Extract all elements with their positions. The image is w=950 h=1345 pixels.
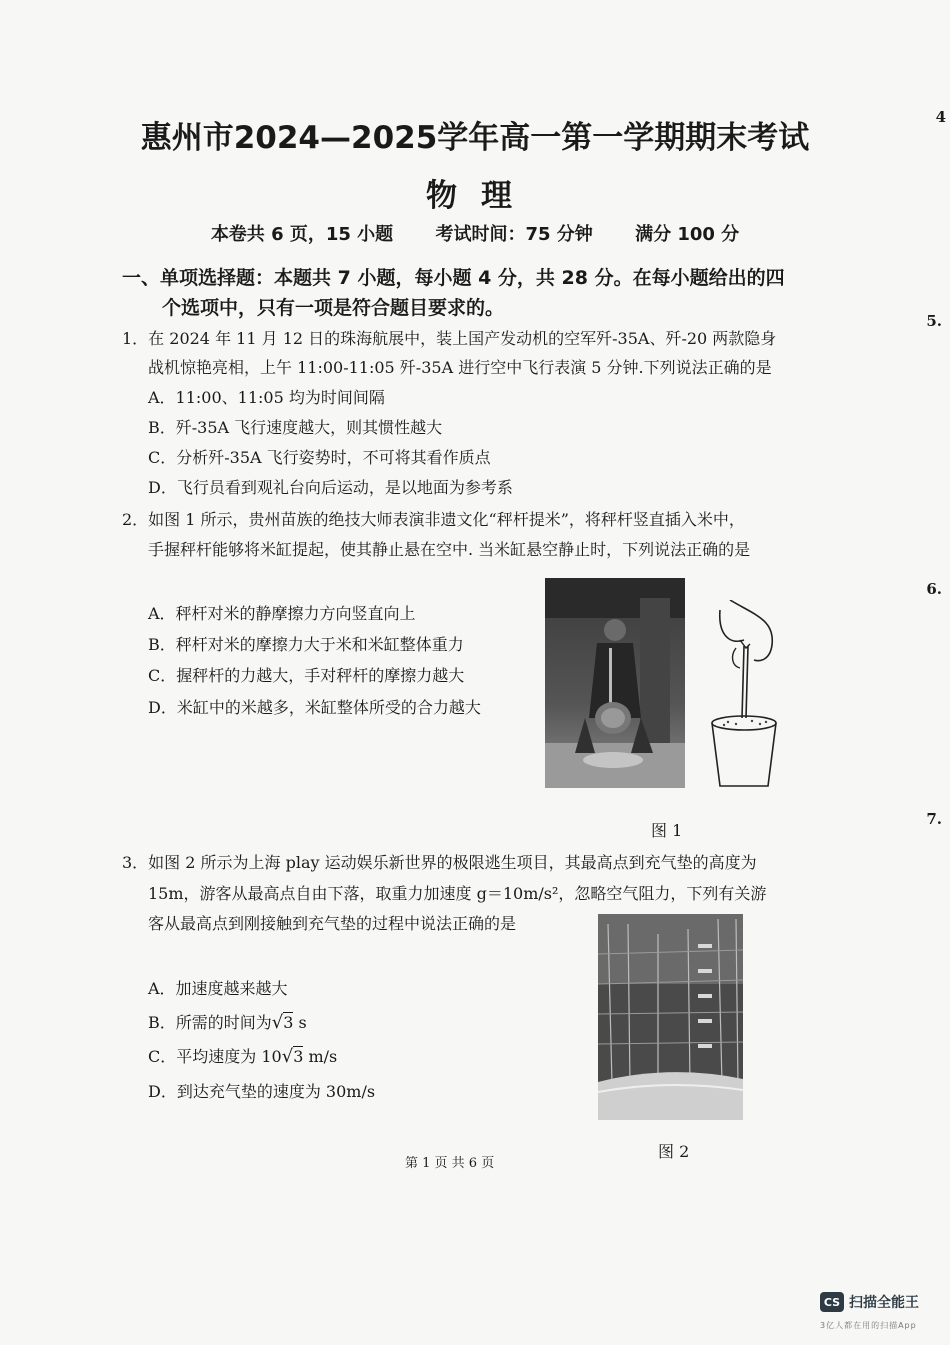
section-line-2: 个选项中，只有一项是符合题目要求的。: [162, 297, 505, 319]
scanner-badge: [820, 1292, 919, 1312]
q2-option-d: D．米缸中的米越多，米缸整体所受的合力越大: [148, 698, 481, 717]
scanner-app-name: 扫描全能王: [849, 1295, 919, 1311]
subject-title: 物理: [426, 178, 536, 214]
q2-option-c: C．握秤杆的力越大，手对秤杆的摩擦力越大: [148, 666, 465, 685]
q1-option-b: B．歼-35A 飞行速度越大，则其惯性越大: [148, 418, 443, 437]
edge-mark-7: 7.: [926, 810, 942, 828]
q1-line-2: 战机惊艳亮相，上午 11:00-11:05 歼-35A 进行空中飞行表演 5 分钟.下列说法正确的是: [148, 358, 772, 377]
edge-mark-4: 4: [935, 108, 946, 126]
scanner-tagline: 3亿人都在用的扫描App: [820, 1321, 917, 1330]
q3-option-d: D．到达充气垫的速度为 30m/s: [148, 1082, 376, 1101]
q2-line-1: 2．如图 1 所示，贵州苗族的绝技大师表演非遗文化“秤杆提米”，将秤杆竖直插入米中，: [122, 510, 745, 529]
figure-2-caption: 图 2: [658, 1142, 690, 1161]
info-time: 考试时间：75 分钟: [435, 224, 593, 245]
q2-option-a: A．秤杆对米的静摩擦力方向竖直向上: [148, 604, 416, 623]
exam-info: [0, 220, 950, 246]
figure-1-sketch: [700, 600, 790, 790]
sqrt-sign: √: [281, 1046, 294, 1067]
q3-line-3: 客从最高点到刚接触到充气垫的过程中说法正确的是: [148, 914, 517, 933]
q1-option-c: C．分析歼-35A 飞行姿势时，不可将其看作质点: [148, 448, 491, 467]
info-pages: 本卷共 6 页，15 小题: [210, 224, 394, 245]
q3-option-c-text: C．平均速度为 10: [148, 1047, 282, 1066]
figure-1-caption: 图 1: [651, 821, 683, 840]
figure-1-photo: [545, 578, 685, 788]
q3-option-b: [148, 1012, 307, 1034]
exam-title: 惠州市2024—2025学年高一第一学期期末考试: [140, 120, 810, 156]
q3-option-b-unit: s: [293, 1013, 307, 1032]
q3-option-b-radicand: 3: [283, 1013, 294, 1032]
sqrt-sign: √: [271, 1012, 284, 1033]
q3-option-c-unit: m/s: [303, 1047, 338, 1066]
q2-line-2: 手握秤杆能够将米缸提起，使其静止悬在空中. 当米缸悬空静止时，下列说法正确的是: [148, 540, 751, 559]
q1-option-a: A．11:00、11:05 均为时间间隔: [148, 388, 385, 407]
q3-option-b-text: B．所需的时间为: [148, 1013, 272, 1032]
q3-line-1: 3．如图 2 所示为上海 play 运动娱乐新世界的极限逃生项目，其最高点到充气垫的高度为: [122, 853, 757, 872]
page-footer: 第 1 页 共 6 页: [405, 1156, 495, 1171]
q3-option-a: A．加速度越来越大: [148, 979, 288, 998]
q1-option-d: D．飞行员看到观礼台向后运动，是以地面为参考系: [148, 478, 513, 497]
q1-line-1: 1．在 2024 年 11 月 12 日的珠海航展中，装上国产发动机的空军歼-35A、歼-20 两款隐身: [122, 329, 777, 348]
camscanner-logo-icon: CS: [820, 1292, 844, 1312]
q3-option-c: [148, 1046, 337, 1068]
edge-mark-6: 6.: [926, 580, 942, 598]
q3-line-2: 15m，游客从最高点自由下落，取重力加速度 g＝10m/s²，忽略空气阻力，下列有关游: [148, 884, 767, 903]
q3-option-c-radicand: 3: [293, 1047, 304, 1066]
info-score: 满分 100 分: [635, 224, 740, 245]
edge-mark-5: 5.: [926, 312, 942, 330]
section-heading: [122, 263, 802, 323]
q2-option-b: B．秤杆对米的摩擦力大于米和米缸整体重力: [148, 635, 464, 654]
figure-2-photo: [598, 914, 743, 1120]
section-line-1: 一、单项选择题：本题共 7 小题，每小题 4 分，共 28 分。在每小题给出的四: [122, 267, 785, 289]
